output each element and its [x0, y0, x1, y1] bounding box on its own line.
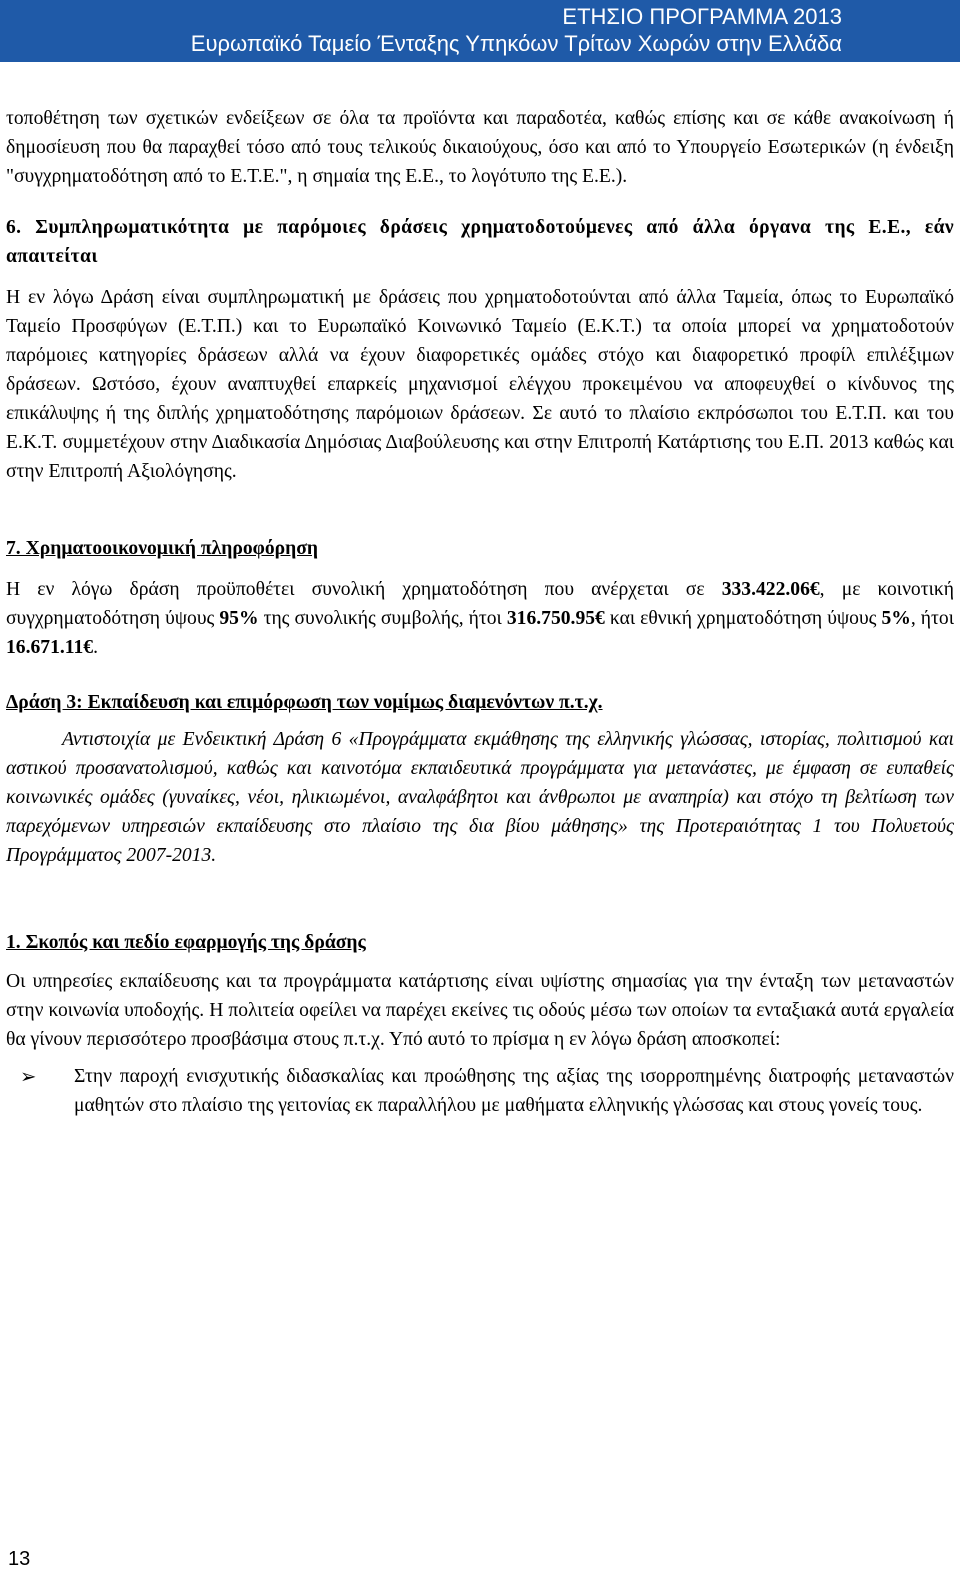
intro-paragraph: τοποθέτηση των σχετικών ενδείξεων σε όλα τα προϊόντα και παραδοτέα, καθώς επίσης και σε κάθε ανακοίνωση ή δημοσίευση που θα παραχθεί τόσο από τους τελικούς δικαιούχους, όσο και από το Υπουργείο Εσωτερικών (η ένδειξη "συγχρηματοδότηση από το Ε.Τ.Ε.", η σημαία της Ε.Ε., το λογότυπο της Ε.Ε.). — [6, 108, 954, 187]
text-run: της συνολικής συμβολής, ήτοι — [258, 608, 507, 629]
eu-percent: 95% — [219, 608, 259, 629]
action-3-heading — [6, 688, 954, 717]
section-6-paragraph: Η εν λόγω Δράση είναι συμπληρωματική με δράσεις που χρηματοδοτούνται από άλλα Ταμεία, όπως το Ευρωπαϊκό Ταμείο Προσφύγων (Ε.Τ.Π.) και το Ευρωπαϊκό Κοινωνικό Ταμείο (Ε.Κ.Τ.) τα οποία μπορεί να χρηματοδοτούν παρόμοιες κατηγορίες δράσεων αλλά να έχουν διαφορετικές ομάδες στόχο και διαφορετικό προφίλ επιλέξιμων δράσεων. Ωστόσο, έχουν αναπτυχθεί επαρκείς μηχανισμοί ελέγχου προκειμένου να αποφευχθεί ο κίνδυνος της επικάλυψης ή της διπλής χρηματοδότησης παρόμοιων δράσεων. Σε αυτό το πλαίσιο εκπρόσωποι του Ε.Τ.Π. και του Ε.Κ.Τ. συμμετέχουν στην Διαδικασία Δημόσιας Διαβούλευσης και στην Επιτροπή Κατάρτισης του Ε.Π. 2013 καθώς και στην Επιτροπή Αξιολόγησης. — [6, 287, 954, 482]
section-7-heading-text: 7. Χρηματοοικονομική πληροφόρηση — [6, 538, 319, 559]
text-run: Η εν λόγω δράση προϋποθέτει συνολική χρηματοδότηση που ανέρχεται σε — [6, 579, 722, 600]
section-1-heading — [6, 928, 954, 957]
header-title: ΕΤΗΣΙΟ ΠΡΟΓΡΑΜΜΑ 2013 — [562, 4, 842, 29]
action-3-correspondence: Αντιστοιχία με Ενδεικτική Δράση 6 «Προγράμματα εκμάθησης της ελληνικής γλώσσας, ιστορίας, πολιτισμού και αστικού προσανατολισμού, καθώς και καινοτόμα εκπαιδευτικά προγράμματα για μετανάστες, με έμφαση σε ευπαθείς κοινωνικές ομάδες (γυναίκες, νέοι, ηλικιωμένοι, αναλφάβητοι και άνθρωποι με αναπηρία) και στόχο τη βελτίωση των παρεχόμενων υπηρεσιών εκπαίδευσης στο πλαίσιο της δια βίου μάθησης» της Προτεραιότητας 1 του Πολυετούς Προγράμματος 2007-2013. — [6, 729, 954, 866]
action-3-heading-text: Δράση 3: Εκπαίδευση και επιμόρφωση των νομίμως διαμενόντων π.τ.χ. — [6, 692, 603, 713]
text-run: , ήτοι — [910, 608, 954, 629]
section-1-heading-text: 1. Σκοπός και πεδίο εφαρμογής της δράσης — [6, 932, 366, 953]
total-amount: 333.422.06€ — [721, 579, 820, 600]
national-amount: 16.671.11€ — [6, 637, 94, 658]
bullet-item — [6, 1062, 954, 1120]
national-percent: 5% — [881, 608, 911, 629]
page-header — [0, 0, 960, 62]
header-subtitle: Ευρωπαϊκό Ταμείο Ένταξης Υπηκόων Τρίτων Χωρών στην Ελλάδα — [190, 31, 842, 56]
text-run: , με κοινοτική συγχρηματοδότηση ύψους — [6, 579, 954, 629]
section-7-heading — [6, 534, 954, 563]
section-6-heading: 6. Συμπληρωματικότητα με παρόμοιες δράσεις χρηματοδοτούμενες από άλλα όργανα της Ε.Ε., εάν απαιτείται — [6, 217, 954, 267]
text-run: . — [93, 637, 98, 658]
arrowhead-bullet-icon: ➢ — [20, 1065, 37, 1088]
section-1-paragraph: Οι υπηρεσίες εκπαίδευσης και τα προγράμματα κατάρτισης είναι υψίστης σημασίας για την ένταξη των μεταναστών στην κοινωνία υποδοχής. Η πολιτεία οφείλει να παρέχει εκείνες τις οδούς μέσω των οποίων τα ενταξιακά αυτά εργαλεία θα γίνουν περισσότερο προσβάσιμα στους π.τ.χ. Υπό αυτό το πρίσμα η εν λόγω δράση αποσκοπεί: — [6, 971, 954, 1050]
page-number: 13 — [8, 1548, 31, 1570]
section-7-paragraph — [6, 575, 954, 662]
document-body — [6, 104, 954, 1120]
eu-amount: 316.750.95€ — [506, 608, 605, 629]
bullet-text: Στην παροχή ενισχυτικής διδασκαλίας και προώθησης της αξίας της ισορροπημένης διατροφής μεταναστών μαθητών στο πλαίσιο της γειτονίας εκ παραλλήλου με μαθήματα ελληνικής γλώσσας και στους γονείς τους. — [74, 1066, 954, 1116]
text-run: και εθνική χρηματοδότηση ύψους — [604, 608, 882, 629]
